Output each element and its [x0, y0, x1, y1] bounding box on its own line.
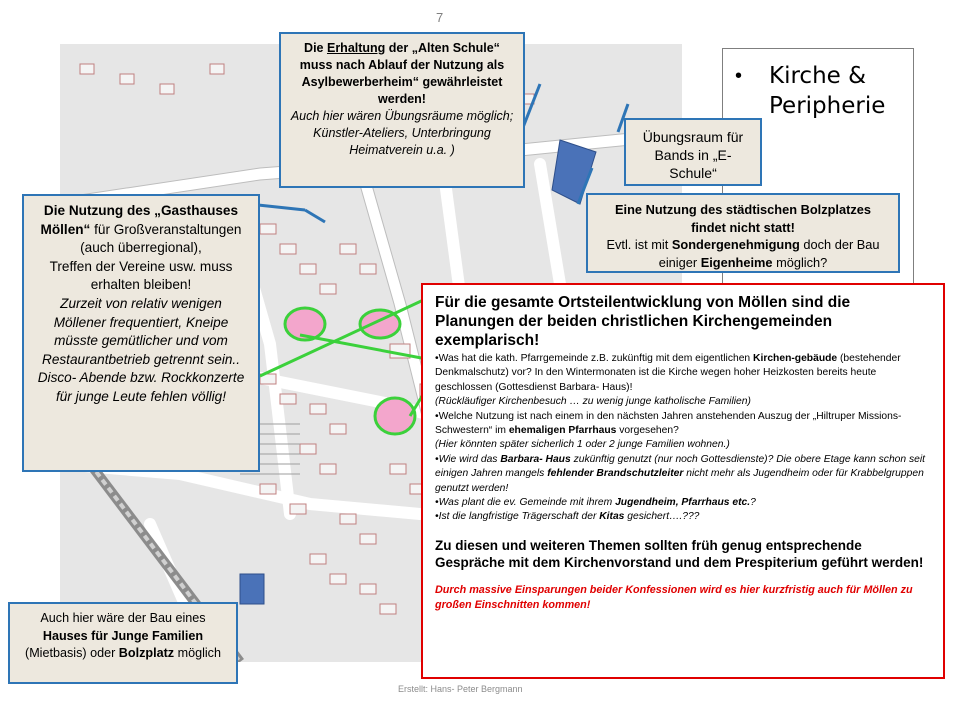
question-1: •Was hat die kath. Pfarrgemeinde z.B. zukünftig mit dem eigentlichen Kirchen-gebäude (bestehender Denkmalschutz) vor? In den Wintermonaten ist die Kirche wegen hoher Heizkosten bereits heute geschlossen (Gottesdienst Barbara- Haus)! — [435, 353, 901, 393]
warning: Durch massive Einsparungen beider Konfessionen wird es hier kurzfristig auch für Möllen zu großen Einschnitten kommen! — [435, 583, 913, 611]
conclusion: Zu diesen und weiteren Themen sollten früh genug entsprechende Gespräche mit dem Kirchenvorstand und dem Prespiterium geführt werden! — [435, 537, 924, 570]
footer-credit: Erstellt: Hans- Peter Bergmann — [398, 684, 523, 694]
question-2: •Welche Nutzung ist nach einem in den nächsten Jahren anstehenden Auszug der „Hiltruper Missions- Schwestern“ im ehemaligen Pfarrhaus vorgesehen? — [435, 410, 902, 437]
callout-gasthaus: Die Nutzung des „Gasthauses Möllen“ für Großveranstaltungen (auch überregional), Treffen der Vereine usw. muss erhalten bleiben! Zurzeit von relativ wenigen Möllener frequentiert, Kneipe müsste gemütlicher und vom Restaurantbetrieb getrennt sein.. Disco- Abende bzw. Rockkonzerte für junge Leute fehlen völlig! — [22, 194, 260, 472]
question-4: •Was plant die ev. Gemeinde mit ihrem Jugendheim, Pfarrhaus etc.? — [435, 497, 756, 509]
bullet-icon: • — [735, 65, 743, 87]
question-5: •Ist die langfristige Trägerschaft der Kitas gesichert….??? — [435, 511, 700, 523]
main-text-box: Für die gesamte Ortsteilentwicklung von Möllen sind die Planungen der beiden christlichen Kirchengemeinden exemplarisch! •Was hat die kath. Pfarrgemeinde z.B. zukünftig mit dem eigentlichen Kirchen-gebäude (bestehender Denkmalschutz) vor? In den Wintermonaten ist die Kirche wegen hoher Heizkosten bereits heute geschlossen (Gottesdienst Barbara- Haus)! (Rückläufiger Kirchenbesuch … zu wenig junge katholische Familien) •Welche Nutzung ist nach einem in den nächsten Jahren anstehenden Auszug der „Hiltruper Missions- Schwestern“ im ehemaligen Pfarrhaus vorgesehen? (Hier könnten später sicherlich 1 oder 2 junge Familien wohnen.) •Wie wird das Barbara- Haus zukünftig genutzt (nur noch Gottesdienste)? Die obere Etage kann schon seit einigen Jahren mangels fehlender Brandschutzleiter nicht mehr als Jugendheim oder für Krabbelgruppen genutzt werden! •Was plant die ev. Gemeinde mit ihrem Jugendheim, Pfarrhaus etc.? •Ist die langfristige Trägerschaft der Kitas gesichert….??? Zu diesen und weiteren Themen sollten früh genug entsprechende Gespräche mit dem Kirchenvorstand und dem Prespiterium geführt werden! Durch massive Einsparungen beider Konfessionen wird es hier kurzfristig auch für Möllen zu großen Einschnitten kommen! — [421, 283, 945, 679]
main-headline: Für die gesamte Ortsteilentwicklung von Möllen sind die Planungen der beiden christlichen Kirchengemeinden exemplarisch! — [435, 294, 851, 349]
question-3: •Wie wird das Barbara- Haus zukünftig genutzt (nur noch Gottesdienste)? Die obere Etage kann schon seit einigen Jahren mangels fehlender Brandschutzleiter nicht mehr als Jugendheim oder für Krabbelgruppen genutzt werden! — [435, 453, 926, 494]
topic-title: Kirche & Peripherie — [769, 63, 886, 119]
callout-bands: Übungsraum für Bands in „E-Schule“ — [624, 118, 762, 186]
page-number: 7 — [436, 10, 444, 25]
callout-alte-schule: Die Erhaltung der „Alten Schule“ muss nach Ablauf der Nutzung als Asylbewerberheim“ gewährleistet werden! Auch hier wären Übungsräume möglich; Künstler-Ateliers, Unterbringung Heimatverein u.a. ) — [279, 32, 525, 188]
callout-bolzplatz: Eine Nutzung des städtischen Bolzplatzes findet nicht statt! Evtl. ist mit Sondergenehmigung doch der Bau einiger Eigenheime möglich? — [586, 193, 900, 273]
callout-junge-familien: Auch hier wäre der Bau eines Hauses für Junge Familien (Mietbasis) oder Bolzplatz möglich — [8, 602, 238, 684]
